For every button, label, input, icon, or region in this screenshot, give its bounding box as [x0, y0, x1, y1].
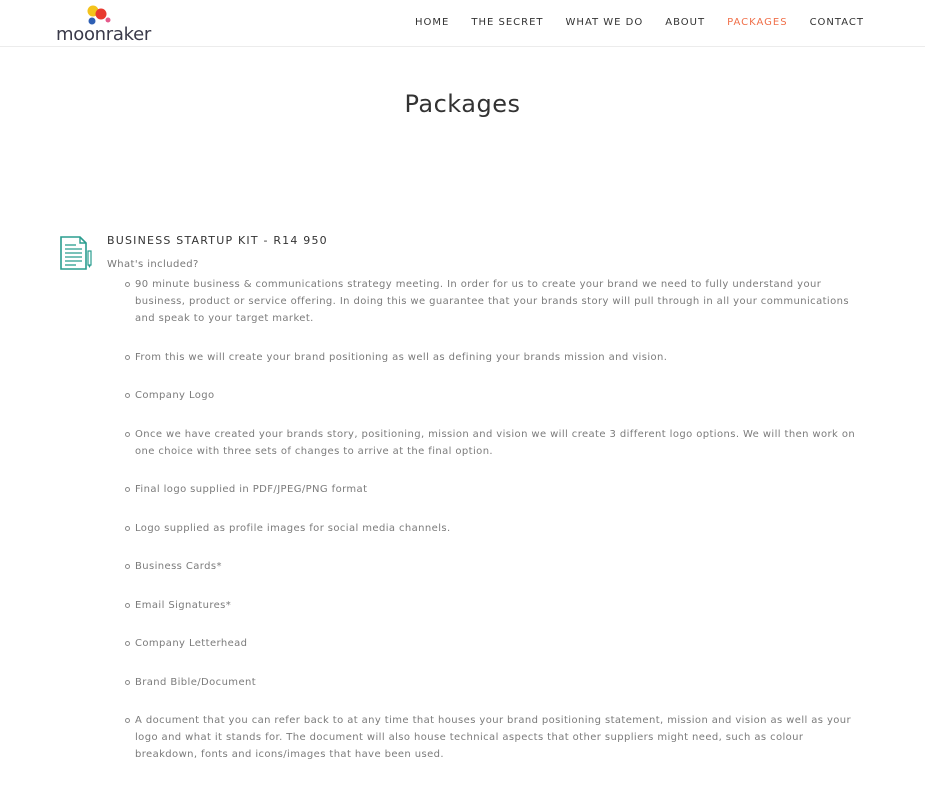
package-items-list [135, 276, 860, 785]
document-icon [58, 235, 94, 271]
nav-what-we-do[interactable]: WHAT WE DO [565, 17, 644, 28]
nav-contact[interactable]: CONTACT [809, 17, 864, 28]
list-item: Business Cards* [135, 558, 860, 575]
list-item: A document that you can refer back to at any time that houses your brand positioning statement, mission and vision as well as your logo and what it stands for. The document will also house technical aspects that other suppliers might need, such as colour breakdown, fonts and icons/images that have been used. [135, 712, 860, 763]
nav-the-secret[interactable]: THE SECRET [471, 17, 544, 28]
list-item: Once we have created your brands story, positioning, mission and vision we will create 3 different logo options. We will then work on one choice with three sets of changes to arrive at the final option. [135, 426, 860, 460]
list-item: 90 minute business & communications strategy meeting. In order for us to create your brand we need to fully understand your business, product or service offering. In doing this we guarantee that your brands story will pull through in all your communications and speak to your target market. [135, 276, 860, 327]
main-nav [393, 17, 864, 28]
list-item: Logo supplied as profile images for social media channels. [135, 520, 860, 537]
nav-about[interactable]: ABOUT [665, 17, 706, 28]
page-title: Packages [404, 90, 521, 118]
logo-wordmark: moonraker [56, 24, 151, 45]
package-title: BUSINESS STARTUP KIT - R14 950 [107, 234, 328, 247]
site-header [0, 0, 925, 47]
list-item: From this we will create your brand positioning as well as defining your brands mission and vision. [135, 349, 860, 366]
list-item: Final logo supplied in PDF/JPEG/PNG format [135, 481, 860, 498]
nav-home[interactable]: HOME [415, 17, 450, 28]
list-item: Brand Bible/Document [135, 674, 860, 691]
nav-packages[interactable]: PACKAGES [727, 17, 788, 28]
list-item: Company Letterhead [135, 635, 860, 652]
list-item: Company Logo [135, 387, 860, 404]
package-intro: What's included? [107, 259, 199, 270]
list-item: Email Signatures* [135, 597, 860, 614]
moonraker-logo[interactable] [56, 4, 156, 46]
